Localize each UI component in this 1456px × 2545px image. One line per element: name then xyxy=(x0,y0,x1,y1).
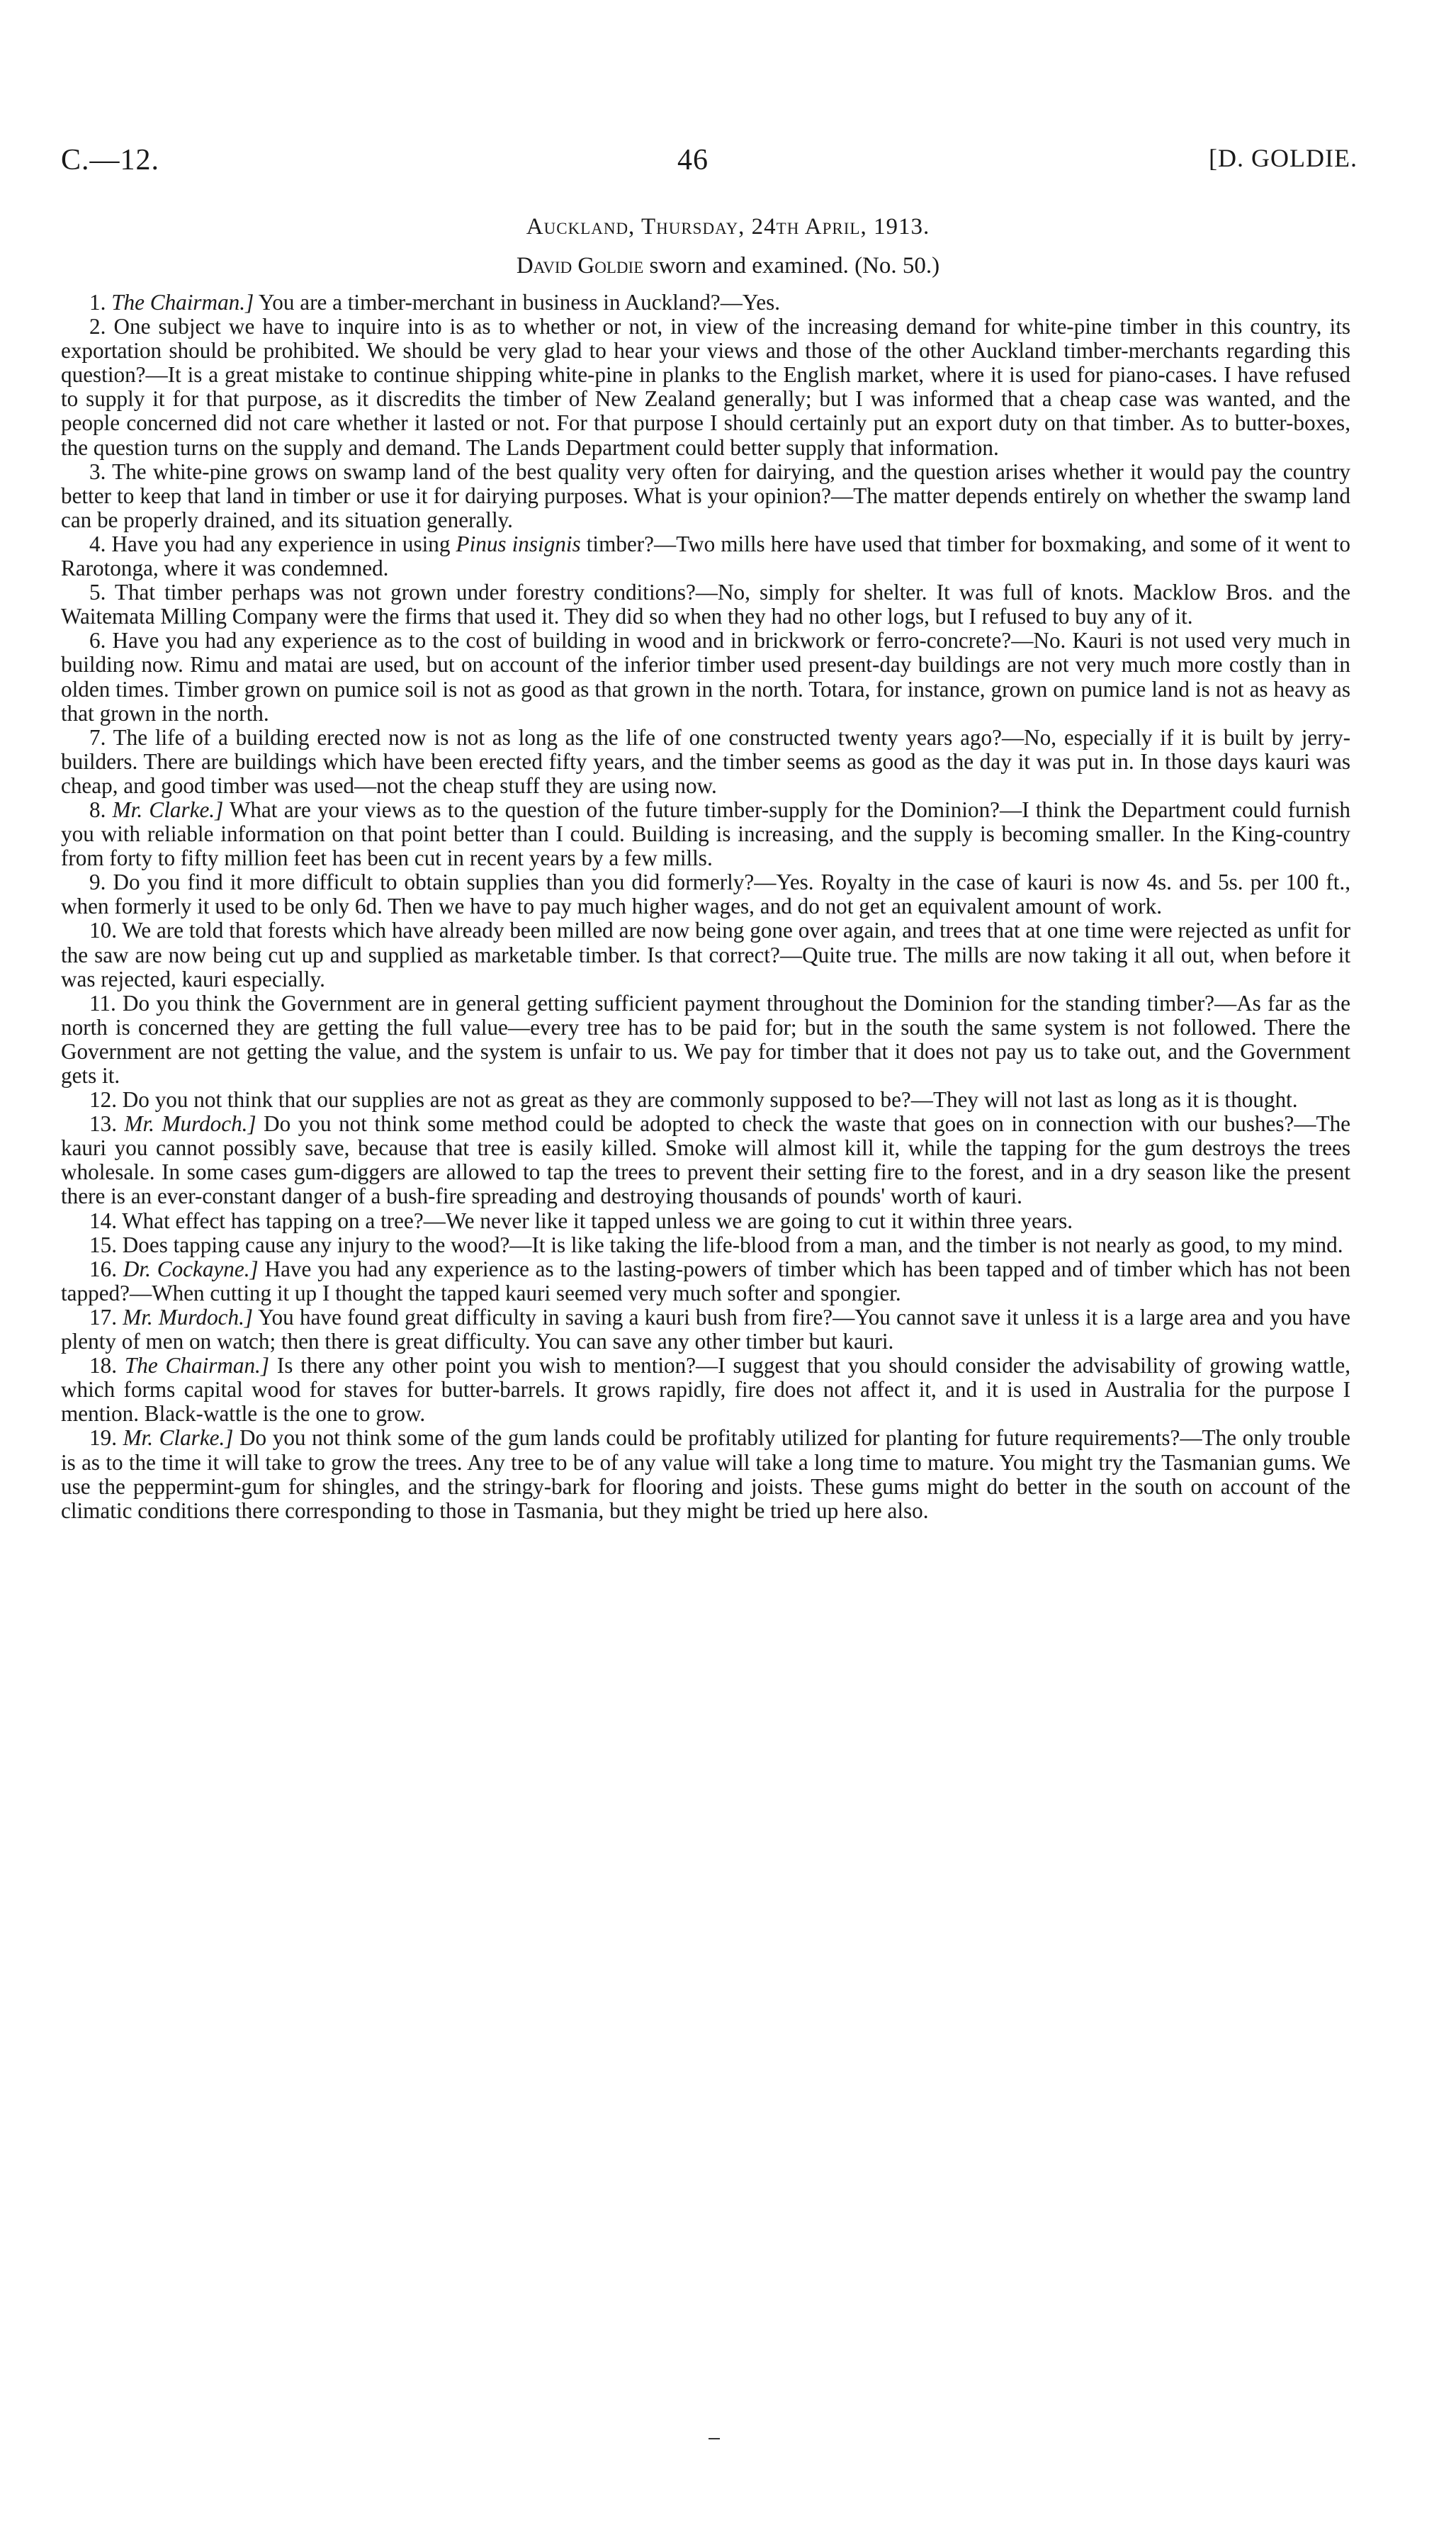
evidence-text xyxy=(61,291,1350,1523)
question-paragraph: 19. Mr. Clarke.] Do you not think some of the gum lands could be profitably utilized for planting for future requirements?—The only trouble is as to the time it will take to grow the trees. Any tree to be of any value will take a long time to mature. You might try the Tasmanian gums. We use the peppermint-gum for shingles, and the stringy-bark for flooring and joists. These gums might do better in the south on account of the climatic conditions there corresponding to those in Tasmania, but they might be tried up here also. xyxy=(61,1425,1350,1523)
speaker: Mr. Murdoch.] xyxy=(123,1304,254,1330)
question-paragraph: 16. Dr. Cockayne.] Have you had any experience as to the lasting-powers of timber which has been tapped and of timber which has not been tapped?—When cutting it up I thought the tapped kauri seemed very much softer and spongier. xyxy=(61,1256,1350,1305)
speaker: Mr. Clarke.] xyxy=(112,797,224,822)
question-paragraph: 8. Mr. Clarke.] What are your views as to the question of the future timber-supply for the Dominion?—I think the Department could furnish you with reliable information on that point better than I could. Building is increasing, and the supply is becoming smaller. In the King-country from forty to fifty million feet has been cut in recent years by a few mills. xyxy=(61,797,1351,871)
question-paragraph: 4. Have you had any experience in using Pinus insignis timber?—Two mills here have used that timber for boxmaking, and some of it went to Rarotonga, where it was condemned. xyxy=(61,531,1351,581)
speaker: Mr. Murdoch.] xyxy=(124,1111,256,1137)
speaker: The Chairman.] xyxy=(124,1353,269,1378)
question-paragraph: 7. The life of a building erected now is not as long as the life of one constructed twenty years ago?—No, especially if it is built by jerry-builders. There are buildings which have been erected fifty years, and the timber seems as good as the day it was put in. In those days kauri was cheap, and good timber was used—not the cheap stuff they are using now. xyxy=(61,724,1350,798)
witness-header: [D. GOLDIE. xyxy=(1209,144,1358,172)
question-paragraph: 1. The Chairman.] You are a timber-merchant in business in Auckland?—Yes. xyxy=(89,290,781,315)
question-paragraph: 17. Mr. Murdoch.] You have found great difficulty in saving a kauri bush from fire?—You cannot save it unless it is a large area and you have plenty of men on watch; then there is great difficulty. You can save any other timber but kauri. xyxy=(61,1304,1350,1354)
question-paragraph: 2. One subject we have to inquire into is as to whether or not, in view of the increasing demand for white-pine timber in this country, its exportation should be prohibited. We should be very glad to hear your views and those of the other Auckland timber-merchants regarding this question?—It is a great mistake to continue shipping white-pine in planks to the English market, where it is used for piano-cases. I have refused to supply it for that purpose, as it discredits the timber of New Zealand generally; but I was informed that a cheap case was wanted, and the people concerned did not care whether it lasted or not. For that purpose I should certainly put an export duty on that timber. As to butter-boxes, the question turns on the supply and demand. The Lands Department could better supply that information. xyxy=(61,314,1350,460)
witness-status: sworn and examined. (No. 50.) xyxy=(649,253,940,279)
question-paragraph: 15. Does tapping cause any injury to the wood?—It is like taking the life-blood from a man, and the timber is not nearly as good, to my mind. xyxy=(89,1232,1343,1257)
question-paragraph: 13. Mr. Murdoch.] Do you not think some method could be adopted to check the waste that goes on in connection with our bushes?—The kauri you cannot possibly save, because that tree is easily killed. Smoke will almost kill it, while the tapping for the gum destroys the trees wholesale. In some cases gum-diggers are allowed to tap the trees to prevent their setting fire to the forest, and in a dry season like the present there is an ever-constant danger of a bush-fire spreading and destroying thousands of pounds' worth of kauri. xyxy=(61,1111,1351,1209)
question-paragraph: 5. That timber perhaps was not grown under forestry conditions?—No, simply for shelter. It was full of knots. Macklow Bros. and the Waitemata Milling Company were the firms that used it. They did so when they had no other logs, but I refused to buy any of it. xyxy=(61,580,1351,629)
question-paragraph: 9. Do you find it more difficult to obtain supplies than you did formerly?—Yes. Royalty in the case of kauri is now 4s. and 5s. per 100 ft., when formerly it used to be only 6d. Then we have to pay much higher wages, and do not get an equivalent amount of work. xyxy=(61,870,1351,919)
witness-name: David Goldie xyxy=(516,253,644,279)
speaker: Mr. Clarke.] xyxy=(123,1425,234,1451)
species-name: Pinus insignis xyxy=(456,531,581,556)
witness-heading xyxy=(0,253,1456,279)
question-paragraph: 12. Do you not think that our supplies are not as great as they are commonly supposed to be?—They will not last as long as it is thought. xyxy=(89,1087,1298,1113)
speaker: Dr. Cockayne.] xyxy=(123,1256,259,1281)
footer-rule xyxy=(709,2438,720,2439)
running-header xyxy=(61,143,1358,186)
paper-reference: C.—12. xyxy=(61,144,160,176)
question-paragraph: 10. We are told that forests which have already been milled are now being gone over again, and trees that at one time were rejected as unfit for the saw are now being cut up and supplied as marketable timber. Is that correct?—Quite true. The mills are now taking it all out, when before it was rejected, kauri especially. xyxy=(61,918,1350,991)
question-paragraph: 18. The Chairman.] Is there any other point you wish to mention?—I suggest that you should consider the advisability of growing wattle, which forms capital wood for staves for butter-barrels. It grows rapidly, fire does not affect it, and it is used in Australia for the purpose I mention. Black-wattle is the one to grow. xyxy=(61,1353,1351,1427)
question-paragraph: 14. What effect has tapping on a tree?—We never like it tapped unless we are going to cut it within three years. xyxy=(89,1208,1073,1233)
session-heading: Auckland, Thursday, 24th April, 1913. xyxy=(526,214,930,240)
question-paragraph: 6. Have you had any experience as to the cost of building in wood and in brickwork or ferro-concrete?—No. Kauri is not used very much in building now. Rimu and matai are used, but on account of the inferior timber used present-day buildings are not very much more costly than in olden times. Timber grown on pumice soil is not as good as that grown in the north. Totara, for instance, grown on pumice land is not as heavy as that grown in the north. xyxy=(61,628,1350,726)
question-paragraph: 3. The white-pine grows on swamp land of the best quality very often for dairying, and the question arises whether it would pay the country better to keep that land in timber or use it for dairying purposes. What is your opinion?—The matter depends entirely on whether the swamp land can be properly drained, and its situation generally. xyxy=(61,459,1351,532)
question-paragraph: 11. Do you think the Government are in general getting sufficient payment throughout the Dominion for the standing timber?—As far as the north is concerned they are getting the full value—every tree has to be paid for; but in the south the same system is not followed. There the Government are not getting the value, and the system is unfair to us. We pay for timber that it does not pay us to take out, and the Government gets it. xyxy=(61,990,1350,1088)
page-number: 46 xyxy=(677,144,709,176)
speaker: The Chairman.] xyxy=(111,290,254,315)
